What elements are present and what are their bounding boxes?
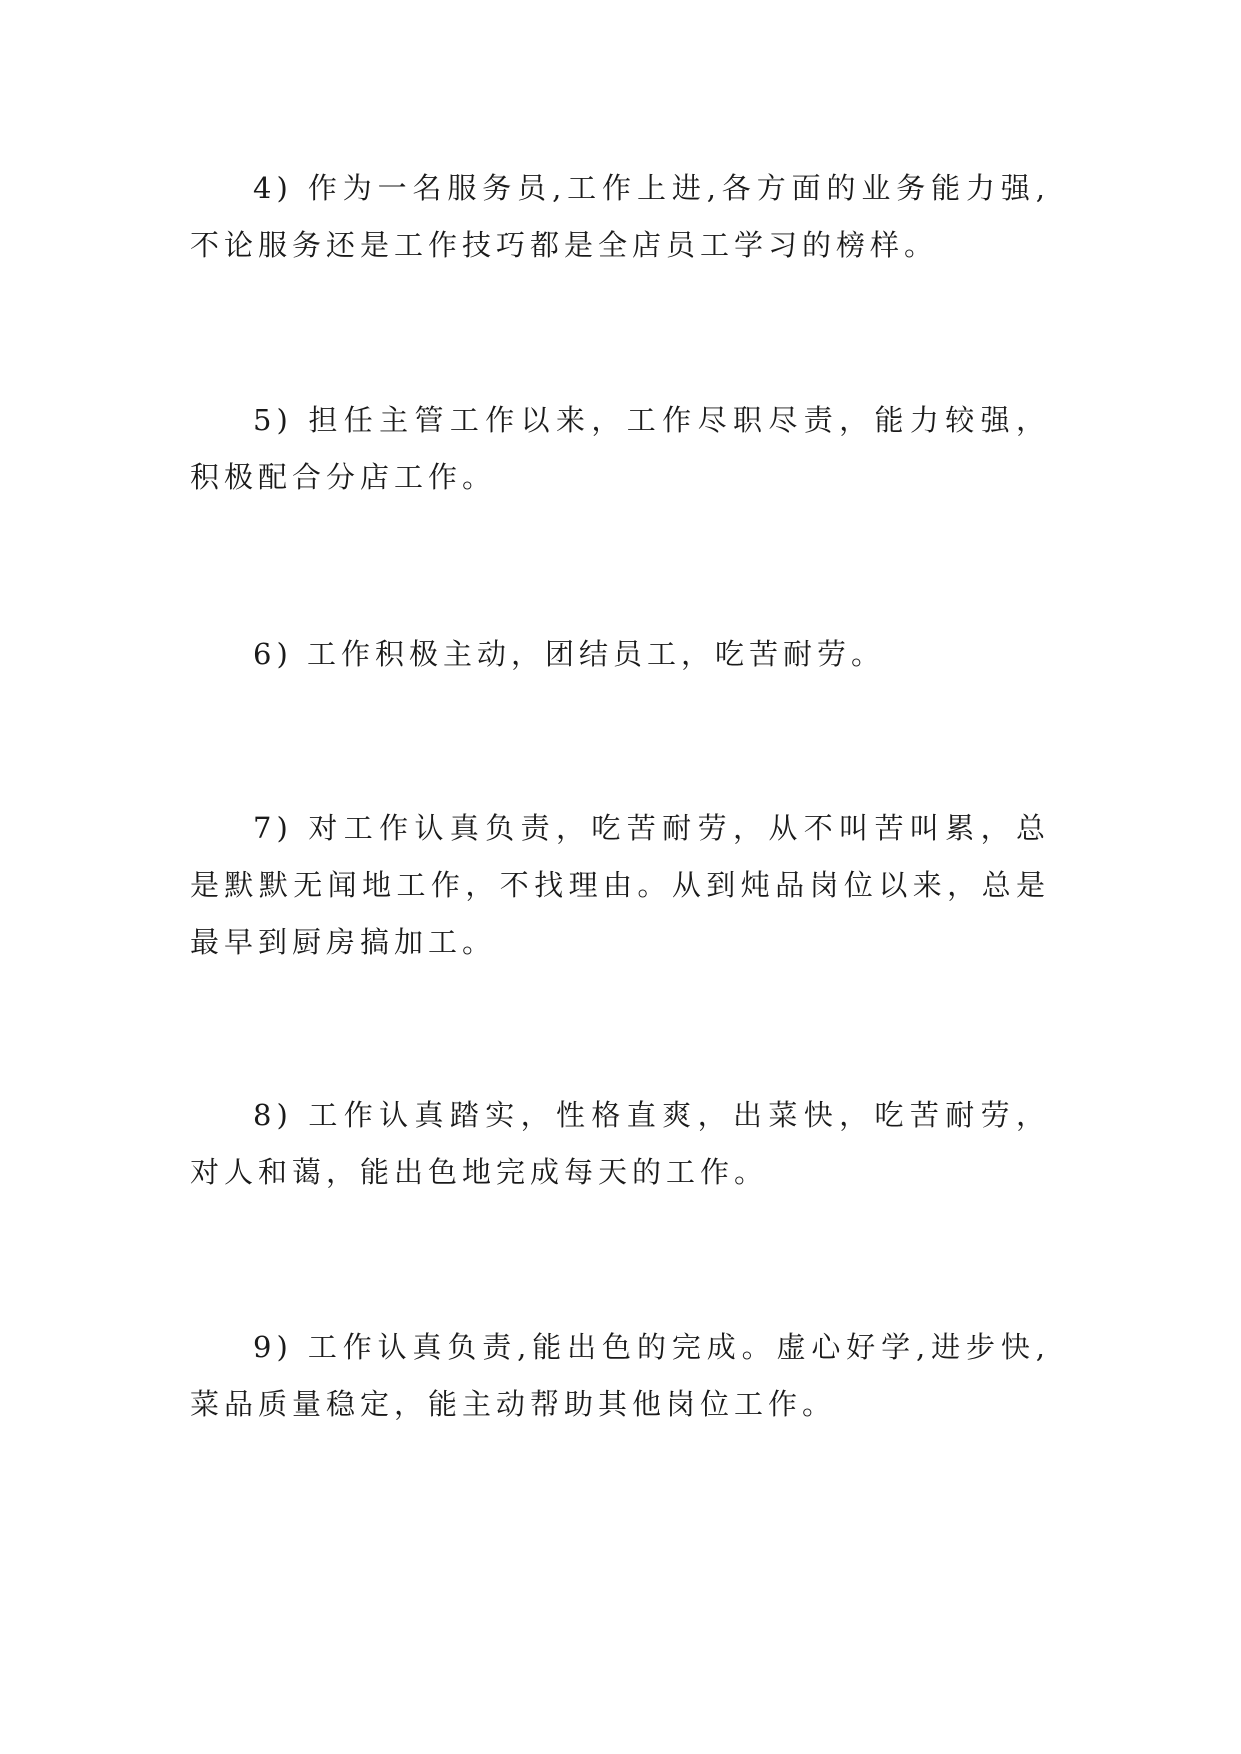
paragraph-9: 9) 工作认真负责,能出色的完成。虚心好学,进步快,菜品质量稳定，能主动帮助其他岗位工作。 <box>190 1330 1050 1421</box>
paragraph-6: 6) 工作积极主动，团结员工，吃苦耐劳。 <box>253 637 885 671</box>
paragraph-4: 4) 作为一名服务员,工作上进,各方面的业务能力强,不论服务还是工作技巧都是全店员工学习的榜样。 <box>190 171 1050 262</box>
paragraph-7: 7) 对工作认真负责，吃苦耐劳，从不叫苦叫累，总是默默无闻地工作，不找理由。从到炖品岗位以来，总是最早到厨房搞加工。 <box>190 811 1050 959</box>
paragraph-5: 5) 担任主管工作以来，工作尽职尽责，能力较强，积极配合分店工作。 <box>190 403 1050 494</box>
paragraph-8: 8) 工作认真踏实，性格直爽，出菜快，吃苦耐劳，对人和蔼，能出色地完成每天的工作。 <box>190 1098 1050 1189</box>
